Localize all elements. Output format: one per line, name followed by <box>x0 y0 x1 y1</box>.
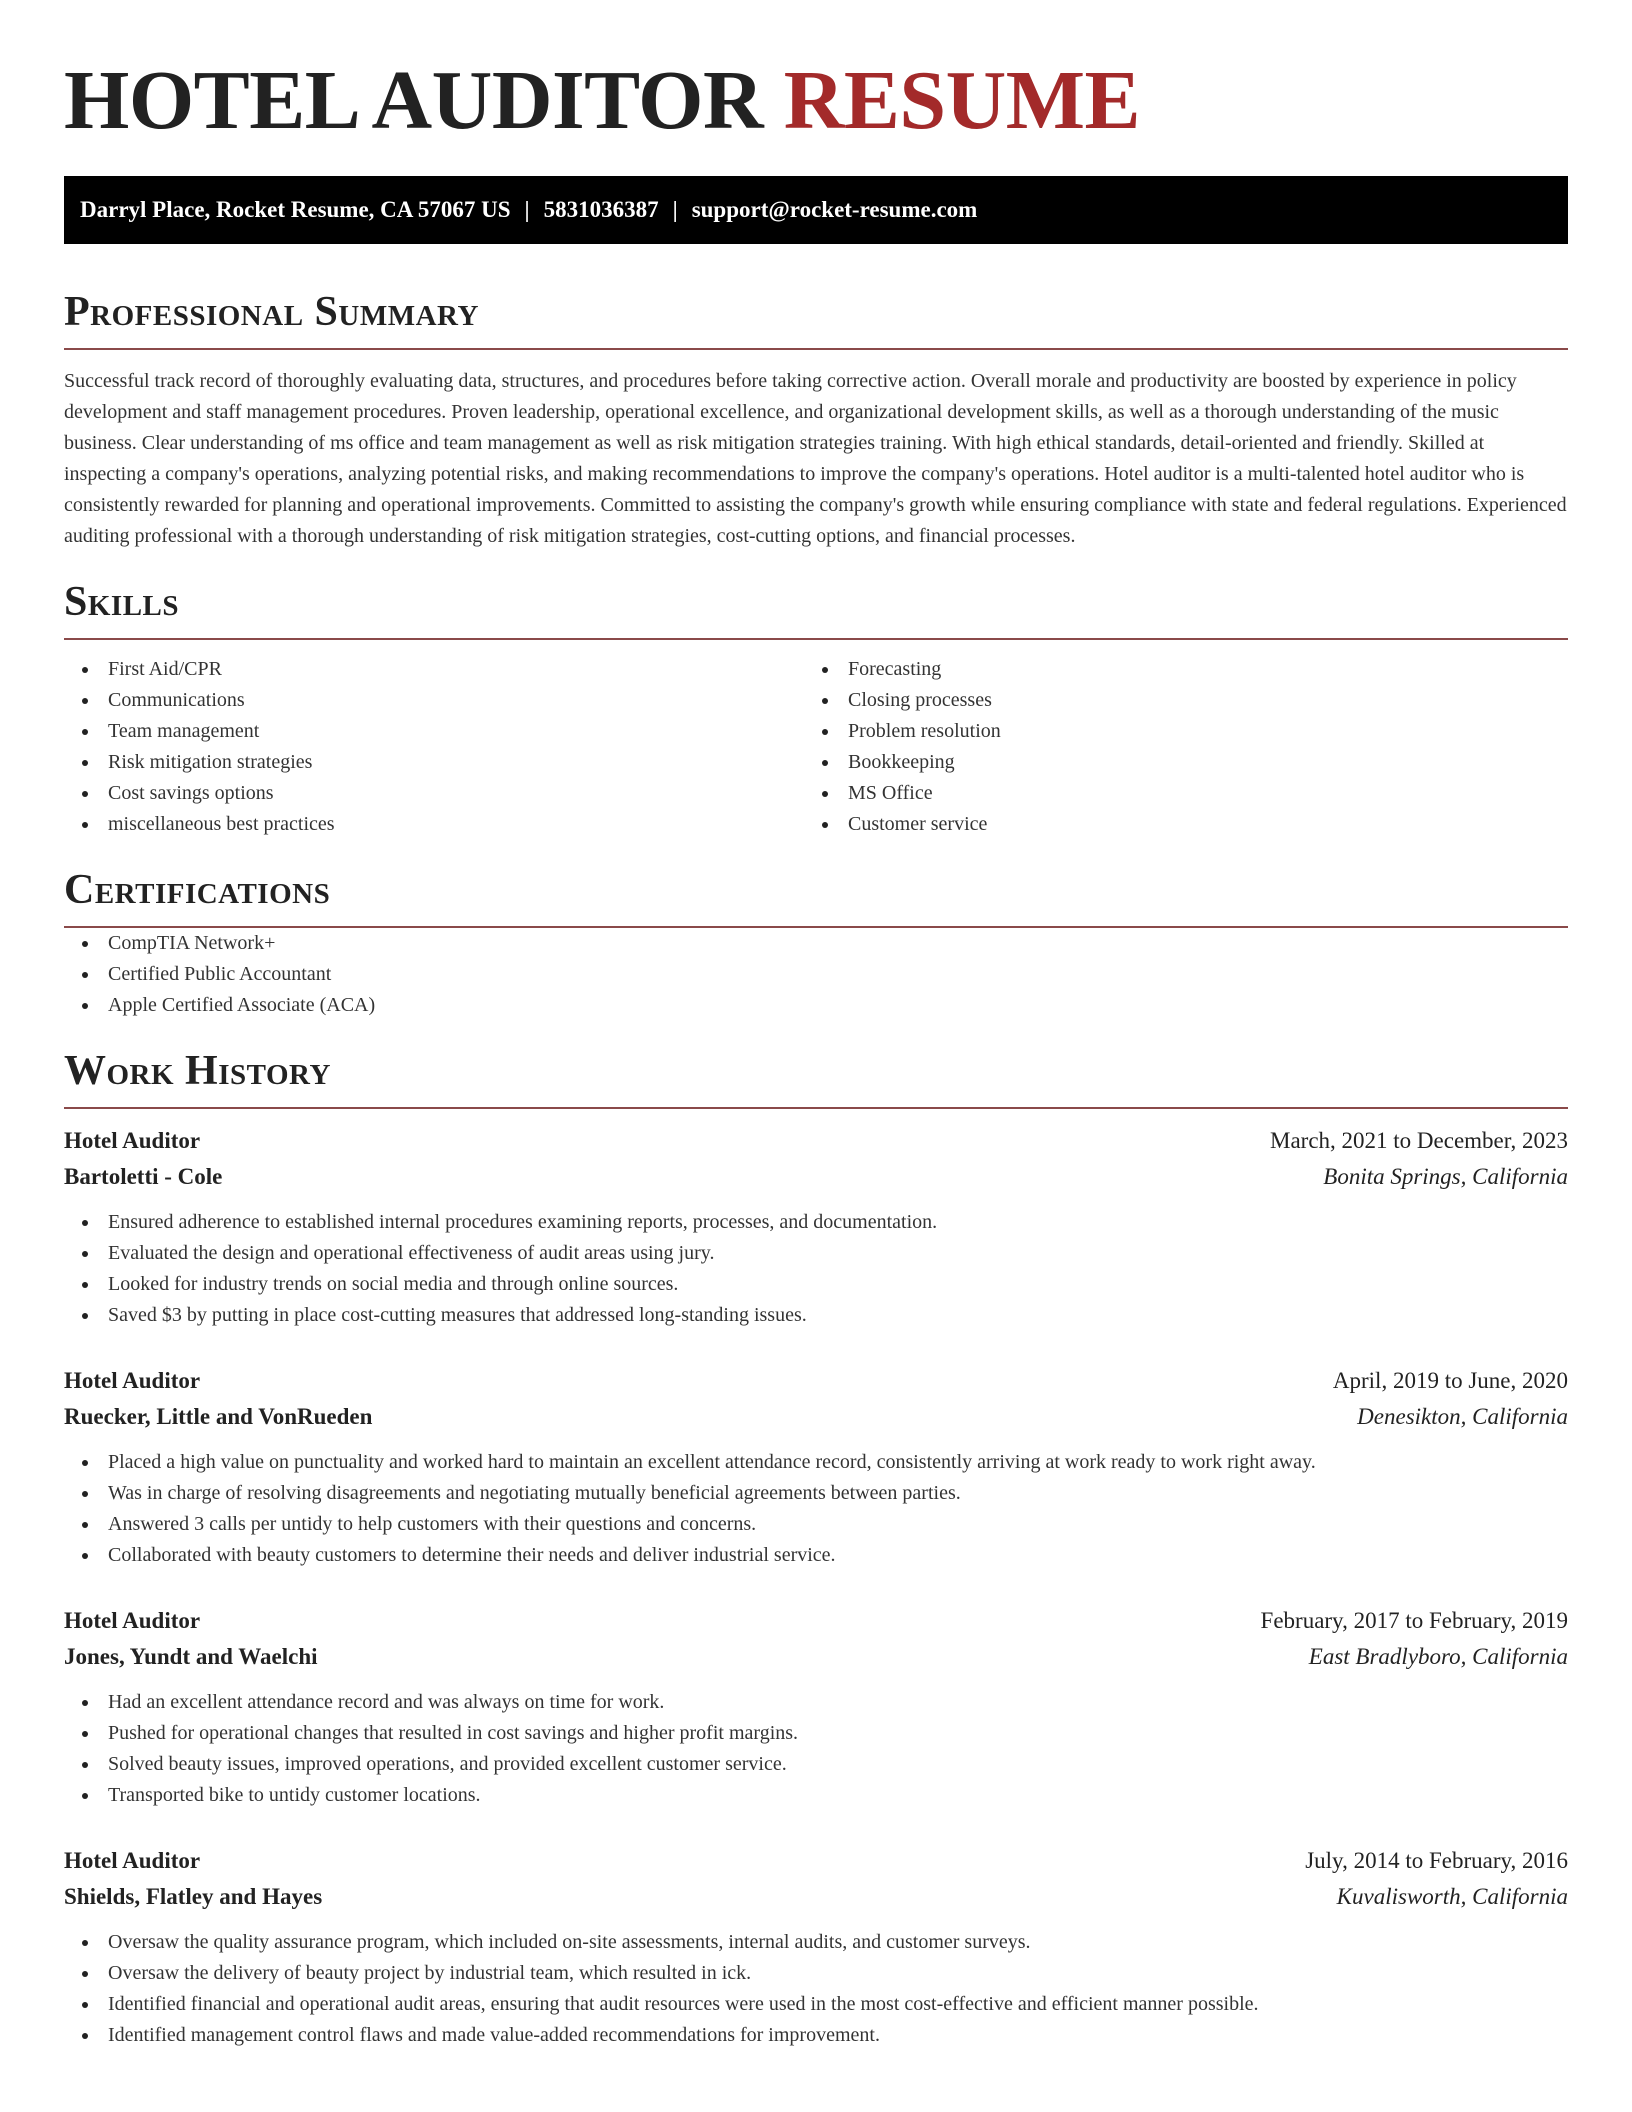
job-bullet: Oversaw the delivery of beauty project by industrial team, which resulted in ick. <box>64 1958 1568 1989</box>
section-divider <box>64 638 1568 640</box>
work-history-heading: Work History <box>64 1048 331 1094</box>
contact-separator: | <box>672 197 678 222</box>
skill-item: First Aid/CPR <box>64 654 804 685</box>
job-entry <box>64 1363 1568 1571</box>
contact-address: Darryl Place, Rocket Resume, CA 57067 US <box>80 197 511 222</box>
certification-item: CompTIA Network+ <box>64 928 1568 959</box>
job-bullets <box>64 1207 1568 1331</box>
summary-heading: Professional Summary <box>64 289 479 335</box>
skill-item: MS Office <box>804 778 1544 809</box>
resume-title <box>64 0 1568 147</box>
certifications-heading: Certifications <box>64 867 331 913</box>
job-dates: April, 2019 to June, 2020 <box>1332 1368 1568 1393</box>
job-bullet: Identified management control flaws and made value-added recommendations for improvement. <box>64 2020 1568 2051</box>
summary-section <box>64 288 1568 552</box>
skill-item: miscellaneous best practices <box>64 809 804 840</box>
job-dates: July, 2014 to February, 2016 <box>1305 1848 1568 1873</box>
job-company: Jones, Yundt and Waelchi <box>64 1644 318 1669</box>
skill-item: Forecasting <box>804 654 1544 685</box>
skills-list-left <box>64 654 804 840</box>
job-bullet: Was in charge of resolving disagreements and negotiating mutually beneficial agreements between parties. <box>64 1478 1568 1509</box>
job-entry <box>64 1603 1568 1811</box>
skill-item: Cost savings options <box>64 778 804 809</box>
job-company-row <box>64 1639 1568 1675</box>
skill-item: Bookkeeping <box>804 747 1544 778</box>
job-bullet: Placed a high value on punctuality and worked hard to maintain an excellent attendance record, consistently arriving at work ready to work right away. <box>64 1447 1568 1478</box>
job-company: Shields, Flatley and Hayes <box>64 1884 323 1909</box>
job-location: Kuvalisworth, California <box>1336 1884 1568 1909</box>
skill-item: Customer service <box>804 809 1544 840</box>
section-divider <box>64 1107 1568 1109</box>
certifications-list <box>64 928 1568 1021</box>
job-location: East Bradlyboro, California <box>1308 1644 1568 1669</box>
job-entry <box>64 1843 1568 2051</box>
job-entry <box>64 1123 1568 1331</box>
job-bullets <box>64 1447 1568 1571</box>
title-accent: RESUME <box>783 54 1141 147</box>
contact-separator: | <box>524 197 530 222</box>
job-bullet: Looked for industry trends on social media and through online sources. <box>64 1269 1568 1300</box>
contact-phone: 5831036387 <box>543 197 659 222</box>
skill-item: Problem resolution <box>804 716 1544 747</box>
resume-page <box>64 0 1568 2051</box>
certification-item: Certified Public Accountant <box>64 959 1568 990</box>
skill-item: Risk mitigation strategies <box>64 747 804 778</box>
job-bullet: Collaborated with beauty customers to determine their needs and deliver industrial service. <box>64 1540 1568 1571</box>
job-bullet: Oversaw the quality assurance program, which included on-site assessments, internal audits, and customer surveys. <box>64 1927 1568 1958</box>
skills-grid <box>64 654 1568 840</box>
skill-item: Communications <box>64 685 804 716</box>
job-header-row <box>64 1603 1568 1639</box>
contact-email[interactable]: support@rocket-resume.com <box>691 197 978 222</box>
job-company-row <box>64 1159 1568 1195</box>
job-bullets <box>64 1927 1568 2051</box>
skills-list-right <box>804 654 1544 840</box>
job-bullets <box>64 1687 1568 1811</box>
job-bullet: Had an excellent attendance record and was always on time for work. <box>64 1687 1568 1718</box>
job-bullet: Transported bike to untidy customer locations. <box>64 1780 1568 1811</box>
job-header-row <box>64 1123 1568 1159</box>
job-bullet: Ensured adherence to established internal procedures examining reports, processes, and documentation. <box>64 1207 1568 1238</box>
certifications-section <box>64 866 1568 1021</box>
skill-item: Team management <box>64 716 804 747</box>
job-bullet: Solved beauty issues, improved operations, and provided excellent customer service. <box>64 1749 1568 1780</box>
job-company: Bartoletti - Cole <box>64 1164 223 1189</box>
job-header-row <box>64 1363 1568 1399</box>
job-location: Denesikton, California <box>1357 1404 1568 1429</box>
job-location: Bonita Springs, California <box>1323 1164 1568 1189</box>
job-title: Hotel Auditor <box>64 1368 201 1393</box>
job-company-row <box>64 1879 1568 1915</box>
skill-item: Closing processes <box>804 685 1544 716</box>
job-bullet: Evaluated the design and operational effectiveness of audit areas using jury. <box>64 1238 1568 1269</box>
job-bullet: Saved $3 by putting in place cost-cutting measures that addressed long-standing issues. <box>64 1300 1568 1331</box>
work-history-section <box>64 1047 1568 2051</box>
job-company: Ruecker, Little and VonRueden <box>64 1404 373 1429</box>
section-divider <box>64 348 1568 350</box>
job-bullet: Answered 3 calls per untidy to help customers with their questions and concerns. <box>64 1509 1568 1540</box>
contact-bar <box>64 176 1568 244</box>
title-main: HOTEL AUDITOR <box>64 54 764 147</box>
job-dates: March, 2021 to December, 2023 <box>1270 1128 1568 1153</box>
job-bullet: Pushed for operational changes that resulted in cost savings and higher profit margins. <box>64 1718 1568 1749</box>
skills-heading: Skills <box>64 579 180 625</box>
job-title: Hotel Auditor <box>64 1128 201 1153</box>
job-header-row <box>64 1843 1568 1879</box>
job-title: Hotel Auditor <box>64 1608 201 1633</box>
certification-item: Apple Certified Associate (ACA) <box>64 990 1568 1021</box>
summary-text: Successful track record of thoroughly evaluating data, structures, and procedures before taking corrective action. Overall morale and productivity are boosted by experience in policy development and staff management procedures. Proven leadership, operational excellence, and organizational development skills, as well as a thorough understanding of the music business. Clear understanding of ms office and team management as well as risk mitigation strategies training. With high ethical standards, detail-oriented and friendly. Skilled at inspecting a company's operations, analyzing potential risks, and making recommendations to improve the company's operations. Hotel auditor is a multi-talented hotel auditor who is consistently rewarded for planning and operational improvements. Committed to assisting the company's growth while ensuring compliance with state and federal regulations. Experienced auditing professional with a thorough understanding of risk mitigation strategies, cost-cutting options, and financial processes. <box>64 370 1567 547</box>
job-title: Hotel Auditor <box>64 1848 201 1873</box>
job-bullet: Identified financial and operational audit areas, ensuring that audit resources were used in the most cost-effective and efficient manner possible. <box>64 1989 1568 2020</box>
skills-section <box>64 578 1568 840</box>
job-company-row <box>64 1399 1568 1435</box>
job-dates: February, 2017 to February, 2019 <box>1260 1608 1568 1633</box>
